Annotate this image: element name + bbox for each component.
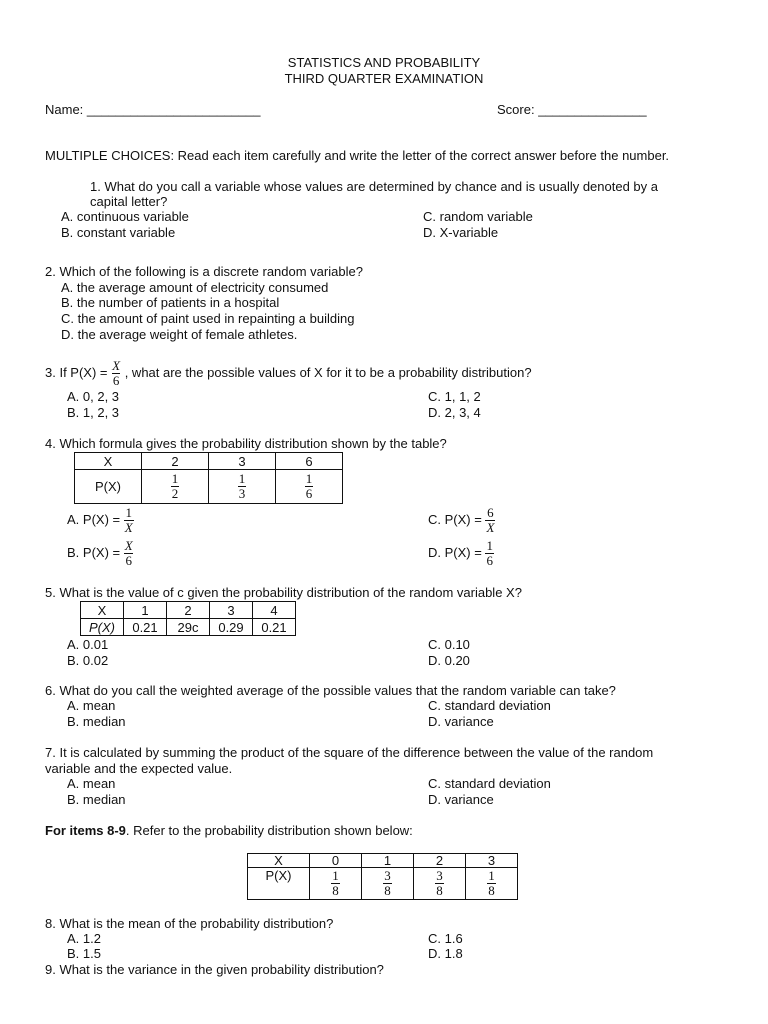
q6-choice-c: C. standard deviation — [428, 698, 551, 713]
items89-p-0 — [310, 868, 362, 900]
q4-c-prefix: C. P(X) = — [428, 512, 482, 527]
q4-c-num: 6 — [487, 505, 494, 521]
items89-p-1-den: 8 — [384, 883, 391, 898]
q1-choice-d: D. X-variable — [423, 225, 499, 240]
q4-p-0 — [142, 470, 209, 504]
q4-c-den: X — [486, 520, 495, 536]
q4-p-1-num: 1 — [238, 471, 246, 486]
q5-choice-a: A. 0.01 — [67, 637, 109, 652]
q4-x-2: 6 — [276, 453, 343, 470]
q5-p-3: 0.21 — [253, 619, 296, 636]
q1-text-line1: 1. What do you call a variable whose values are determined by chance and is usually denoted by a — [90, 179, 659, 194]
score-field[interactable] — [497, 102, 647, 117]
q2-choice-b: B. the number of patients in a hospital — [61, 295, 280, 310]
table-row — [81, 602, 296, 619]
score-label: Score: — [497, 102, 535, 117]
q4-choice-b — [67, 538, 134, 568]
table-row — [248, 854, 518, 868]
q7-text-line1: 7. It is calculated by summing the product of the square of the difference between the value of the random — [45, 745, 654, 760]
table-row — [75, 453, 343, 470]
q3-choice-a: A. 0, 2, 3 — [67, 389, 120, 404]
q8-choice-b: B. 1.5 — [67, 946, 101, 961]
q4-choice-a — [67, 505, 134, 535]
q5-x-2: 3 — [210, 602, 253, 619]
q4-x-label: X — [75, 453, 142, 470]
instructions: MULTIPLE CHOICES: Read each item carefully and write the letter of the correct answer before the number. — [45, 148, 670, 163]
name-field[interactable] — [45, 102, 260, 117]
items89-p-3-den: 8 — [488, 883, 495, 898]
score-line: _______________ — [538, 102, 647, 117]
q4-choice-c — [428, 505, 495, 535]
q4-p-2-den: 6 — [305, 486, 313, 501]
q4-d-num: 1 — [486, 538, 493, 554]
q7-choice-c: C. standard deviation — [428, 776, 551, 791]
q5-choice-b: B. 0.02 — [67, 653, 109, 668]
q8-text: 8. What is the mean of the probability distribution? — [45, 916, 334, 931]
q1-choice-c: C. random variable — [423, 209, 533, 224]
q5-text: 5. What is the value of c given the probability distribution of the random variable X? — [45, 585, 522, 600]
items89-p-3-num: 1 — [488, 868, 495, 883]
q4-choice-d — [428, 538, 494, 568]
q3-text — [45, 358, 532, 388]
q5-choice-d: D. 0.20 — [428, 653, 470, 668]
q3-prefix: 3. If P(X) = — [45, 365, 108, 380]
q2-choice-c: C. the amount of paint used in repainting a building — [61, 311, 355, 326]
q8-choice-a: A. 1.2 — [67, 931, 101, 946]
q4-p-2 — [276, 470, 343, 504]
q4-p-0-num: 1 — [171, 471, 179, 486]
q5-choice-c: C. 0.10 — [428, 637, 470, 652]
q3-suffix: , what are the possible values of X for it to be a probability distribution? — [124, 365, 532, 380]
items89-rest: . Refer to the probability distribution shown below: — [125, 823, 413, 838]
table-row — [248, 868, 518, 900]
q6-choice-b: B. median — [67, 714, 126, 729]
q3-choice-c: C. 1, 1, 2 — [428, 389, 481, 404]
table-row — [75, 470, 343, 504]
q5-x-label: X — [81, 602, 124, 619]
q2-choice-d: D. the average weight of female athletes. — [61, 327, 298, 342]
items89-x-1: 1 — [362, 854, 414, 868]
items89-p-label: P(X) — [248, 868, 310, 900]
items89-p-2-den: 8 — [436, 883, 443, 898]
q4-p-label: P(X) — [75, 470, 142, 504]
items89-p-2 — [414, 868, 466, 900]
q3-frac-num: X — [112, 358, 121, 374]
q5-x-0: 1 — [124, 602, 167, 619]
name-line: ________________________ — [86, 102, 261, 117]
q5-x-1: 2 — [167, 602, 210, 619]
items89-x-0: 0 — [310, 854, 362, 868]
items89-p-2-num: 3 — [436, 868, 443, 883]
q4-x-0: 2 — [142, 453, 209, 470]
items89-p-0-num: 1 — [332, 868, 339, 883]
items89-x-label: X — [248, 854, 310, 868]
q4-a-den: X — [124, 520, 133, 536]
q3-fraction — [111, 360, 121, 387]
q4-b-den: 6 — [125, 553, 132, 569]
exam-subtitle: THIRD QUARTER EXAMINATION — [284, 71, 484, 86]
q4-b-num: X — [124, 538, 133, 554]
exam-title: STATISTICS AND PROBABILITY — [287, 55, 481, 70]
q9-text: 9. What is the variance in the given probability distribution? — [45, 962, 384, 977]
q5-x-3: 4 — [253, 602, 296, 619]
q5-p-1: 29c — [167, 619, 210, 636]
q5-p-0: 0.21 — [124, 619, 167, 636]
q4-p-0-den: 2 — [171, 486, 179, 501]
q6-choice-a: A. mean — [67, 698, 116, 713]
items89-bold: For items 8-9 — [45, 823, 126, 838]
items89-x-3: 3 — [466, 854, 518, 868]
q4-d-den: 6 — [486, 553, 493, 569]
q7-choice-a: A. mean — [67, 776, 116, 791]
items89-intro — [45, 823, 413, 838]
q1-choice-b: B. constant variable — [61, 225, 176, 240]
q4-b-prefix: B. P(X) = — [67, 545, 121, 560]
q4-p-1-den: 3 — [238, 486, 246, 501]
items89-p-3 — [466, 868, 518, 900]
q5-p-label: P(X) — [81, 619, 124, 636]
q4-p-2-num: 1 — [305, 471, 313, 486]
items89-table — [247, 853, 518, 900]
q2-text: 2. Which of the following is a discrete random variable? — [45, 264, 363, 279]
q4-a-prefix: A. P(X) = — [67, 512, 121, 527]
q7-choice-b: B. median — [67, 792, 126, 807]
q3-choice-d: D. 2, 3, 4 — [428, 405, 481, 420]
items89-p-0-den: 8 — [332, 883, 339, 898]
q4-table — [74, 452, 343, 504]
q6-choice-d: D. variance — [428, 714, 494, 729]
items89-p-1 — [362, 868, 414, 900]
q4-x-1: 3 — [209, 453, 276, 470]
q4-p-1 — [209, 470, 276, 504]
q5-table — [80, 601, 296, 636]
items89-x-2: 2 — [414, 854, 466, 868]
name-label: Name: — [45, 102, 84, 117]
q8-choice-c: C. 1.6 — [428, 931, 463, 946]
q5-p-2: 0.29 — [210, 619, 253, 636]
q3-choice-b: B. 1, 2, 3 — [67, 405, 120, 420]
q2-choice-a: A. the average amount of electricity consumed — [61, 280, 329, 295]
q7-choice-d: D. variance — [428, 792, 494, 807]
q1-text-line2: capital letter? — [90, 194, 168, 209]
q4-a-num: 1 — [125, 505, 132, 521]
q4-text: 4. Which formula gives the probability distribution shown by the table? — [45, 436, 447, 451]
q6-text: 6. What do you call the weighted average of the possible values that the random variable can take? — [45, 683, 616, 698]
q8-choice-d: D. 1.8 — [428, 946, 463, 961]
q4-d-prefix: D. P(X) = — [428, 545, 482, 560]
items89-p-1-num: 3 — [384, 868, 391, 883]
q3-frac-den: 6 — [112, 373, 120, 389]
table-row — [81, 619, 296, 636]
q1-choice-a: A. continuous variable — [61, 209, 189, 224]
q7-text-line2: variable and the expected value. — [45, 761, 233, 776]
